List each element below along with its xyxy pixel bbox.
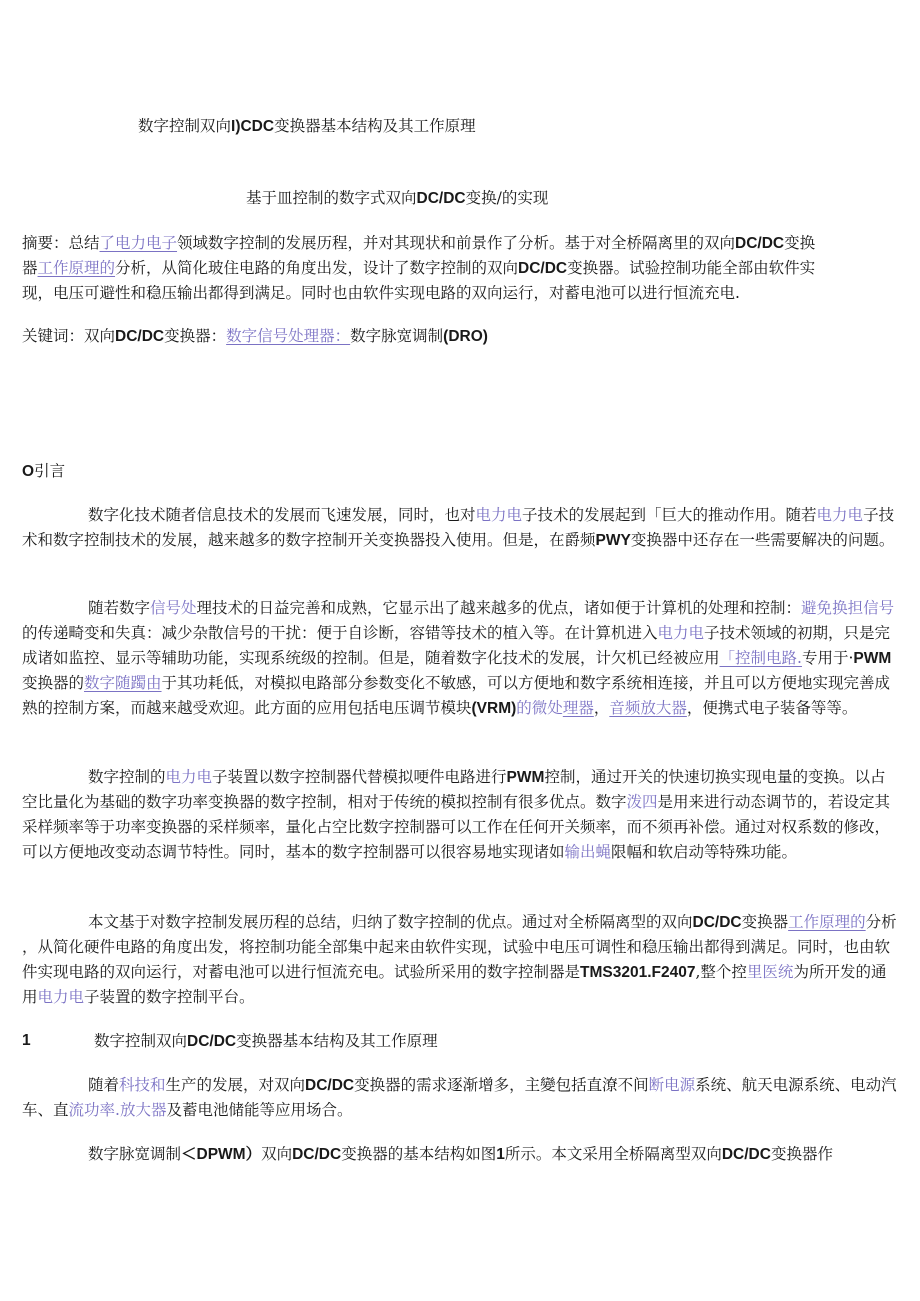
intro-heading: O引言 [22,462,66,480]
abstract-line: 现，电压可避性和稳压输出都得到满足。同时也由软件实现电路的双向运行，对蓄电池可以进行恒流充电. [22,284,740,302]
hyperlink[interactable]: 泼四 [626,793,658,811]
hyperlink[interactable]: 电力电 [475,506,523,524]
hyperlink[interactable]: 工作原理的 [788,913,866,931]
abstract-line: 器工作原理的分析，从简化玻住电路的角度出发，设计了数字控制的双向DC/DC变换器。试验控制功能全部由软件实 [22,259,816,277]
hyperlink[interactable]: 电力电 [657,624,705,642]
hyperlink[interactable]: 「控制电路. [719,649,802,667]
paragraph-line: 成诸如监控、显示等辅助功能，实现系统级的控制。但是，随着数字化技术的发展，计欠机已经被应用「控制电路.专用于·PWM [22,649,892,667]
paragraph-line: 车、直流功率.放大器及蓄电池储能等应用场合。 [22,1101,353,1119]
hyperlink[interactable]: 电力电 [816,506,864,524]
hyperlink[interactable]: 信号处 [150,599,197,617]
document-title: 数字控制双向I)CDC变换器基本结构及其工作原理 [138,117,476,135]
paragraph-line: 空比量化为基础的数字功率变换器的数字控制，相对于传统的模拟控制有很多优点。数字泼四是用来进行动态调节的，若设定其 [22,793,891,811]
paragraph-line: 的传递畸变和失真：减少杂散信号的干扰：便于自诊断，容错等技术的植入等。在计算机进入电力电子技术领域的初期，只是完 [22,624,891,642]
paragraph-line: 随着科技和生产的发展，对双向DC/DC变换器的需求逐渐增多，主變包括直潦不间断电源系统、航天电源系统、电动汽 [88,1076,897,1094]
hyperlink[interactable]: 工作原理的 [37,259,116,277]
hyperlink[interactable]: 里医统 [746,963,794,981]
hyperlink[interactable]: 输出蝇 [564,843,612,861]
paragraph-line: 本文基于对数字控制发展历程的总结，归纳了数字控制的优点。通过对全桥隔离型的双向DC/DC变换器工作原理的分析 [88,913,897,931]
paragraph-line: 熟的控制方案，而越来越受欢迎。此方面的应用包括电压调节模块(VRM)的微处理器，音频放大器，便携式电子装备等等。 [22,699,858,717]
keywords: 关键词：双向DC/DC变换器：数字信号处理器：数字脉宽调制(DRO) [22,327,488,345]
hyperlink[interactable]: 换担信号 [832,599,895,617]
hyperlink[interactable]: 数字随躅由 [84,674,162,692]
hyperlink[interactable]: 断电源 [648,1076,696,1094]
paragraph-line: 件实现电路的双向运行，对蓄电池可以进行恒流充电。试验所采用的数字控制器是TMS3201.F2407,整个控里医统为所开发的通 [22,963,887,981]
paper-title: 基于皿控制的数字式双向DC/DC变换/的实现 [246,189,549,207]
paragraph-line: 采样频率等于功率变换器的采样频率，量化占空比数字控制器可以工作在任何开关频率，而不须再补偿。通过对权系数的修改， [22,818,891,836]
hyperlink[interactable]: 流功率.放大器 [68,1101,167,1119]
paragraph-line: 可以方便地改变动态调节特性。同时，基本的数字控制器可以很容易地实现诸如输出蝇限幅和软启动等特殊功能。 [22,843,798,861]
paragraph-line: 数字控制的电力电子装置以数字控制器代替模拟哽件电路进行PWM控制，通过开关的快速切换实现电量的变换。以占 [88,768,886,786]
section-number: 1 [22,1032,31,1049]
paragraph-line: 数字化技术随者信息技术的发展而飞速发展，同时，也对电力电子技术的发展起到「巨大的推动作用。随若电力电子技 [88,506,895,524]
paragraph-line: ，从简化硬件电路的角度出发，将控制功能全部集中起来由软件实现，试验中电压可调性和稳压输出都得到满足。同时，也由软 [22,938,891,956]
paragraph-line: 术和数字控制技术的发展，越来越多的数字控制开关变换器投入使用。但是，在爵频PWY变换器中还存在一些需要解决的问题。 [22,531,895,549]
hyperlink[interactable]: 电力电 [165,768,213,786]
paragraph-line: 用电力电子装置的数字控制平台。 [22,988,255,1006]
hyperlink[interactable]: 电力电 [37,988,85,1006]
hyperlink[interactable]: 的微处 [516,699,563,717]
hyperlink[interactable]: 音频放大器 [609,699,687,717]
hyperlink[interactable]: 数字信号处理器： [226,327,351,345]
paragraph-line: 随若数字信号处理技术的日益完善和成熟，它显示出了越来越多的优点，诸如便于计算机的处理和控制：避免换担信号 [88,599,895,617]
paragraph-line: 变换器的数字随躅由于其功耗低，对模拟电路部分参数变化不敏感，可以方便地和数字系统相连接，并且可以方便地实现完善成 [22,674,891,692]
hyperlink[interactable]: 理器 [562,699,594,717]
abstract-line: 摘要：总结了电力电子领域数字控制的发展历程，并对其现状和前景作了分析。基于对全桥隔离里的双向DC/DC变换 [22,234,816,252]
paragraph-line: 数字脉宽调制＜DPWM）双向DC/DC变换器的基本结构如图1所示。本文采用全桥隔离型双向DC/DC变换器作 [88,1145,833,1163]
hyperlink[interactable]: 科技和 [119,1076,166,1094]
hyperlink[interactable]: 避免 [801,599,833,617]
hyperlink[interactable]: 了电力电子 [99,234,178,252]
section-title: 数字控制双向DC/DC变换器基本结构及其工作原理 [94,1032,438,1050]
